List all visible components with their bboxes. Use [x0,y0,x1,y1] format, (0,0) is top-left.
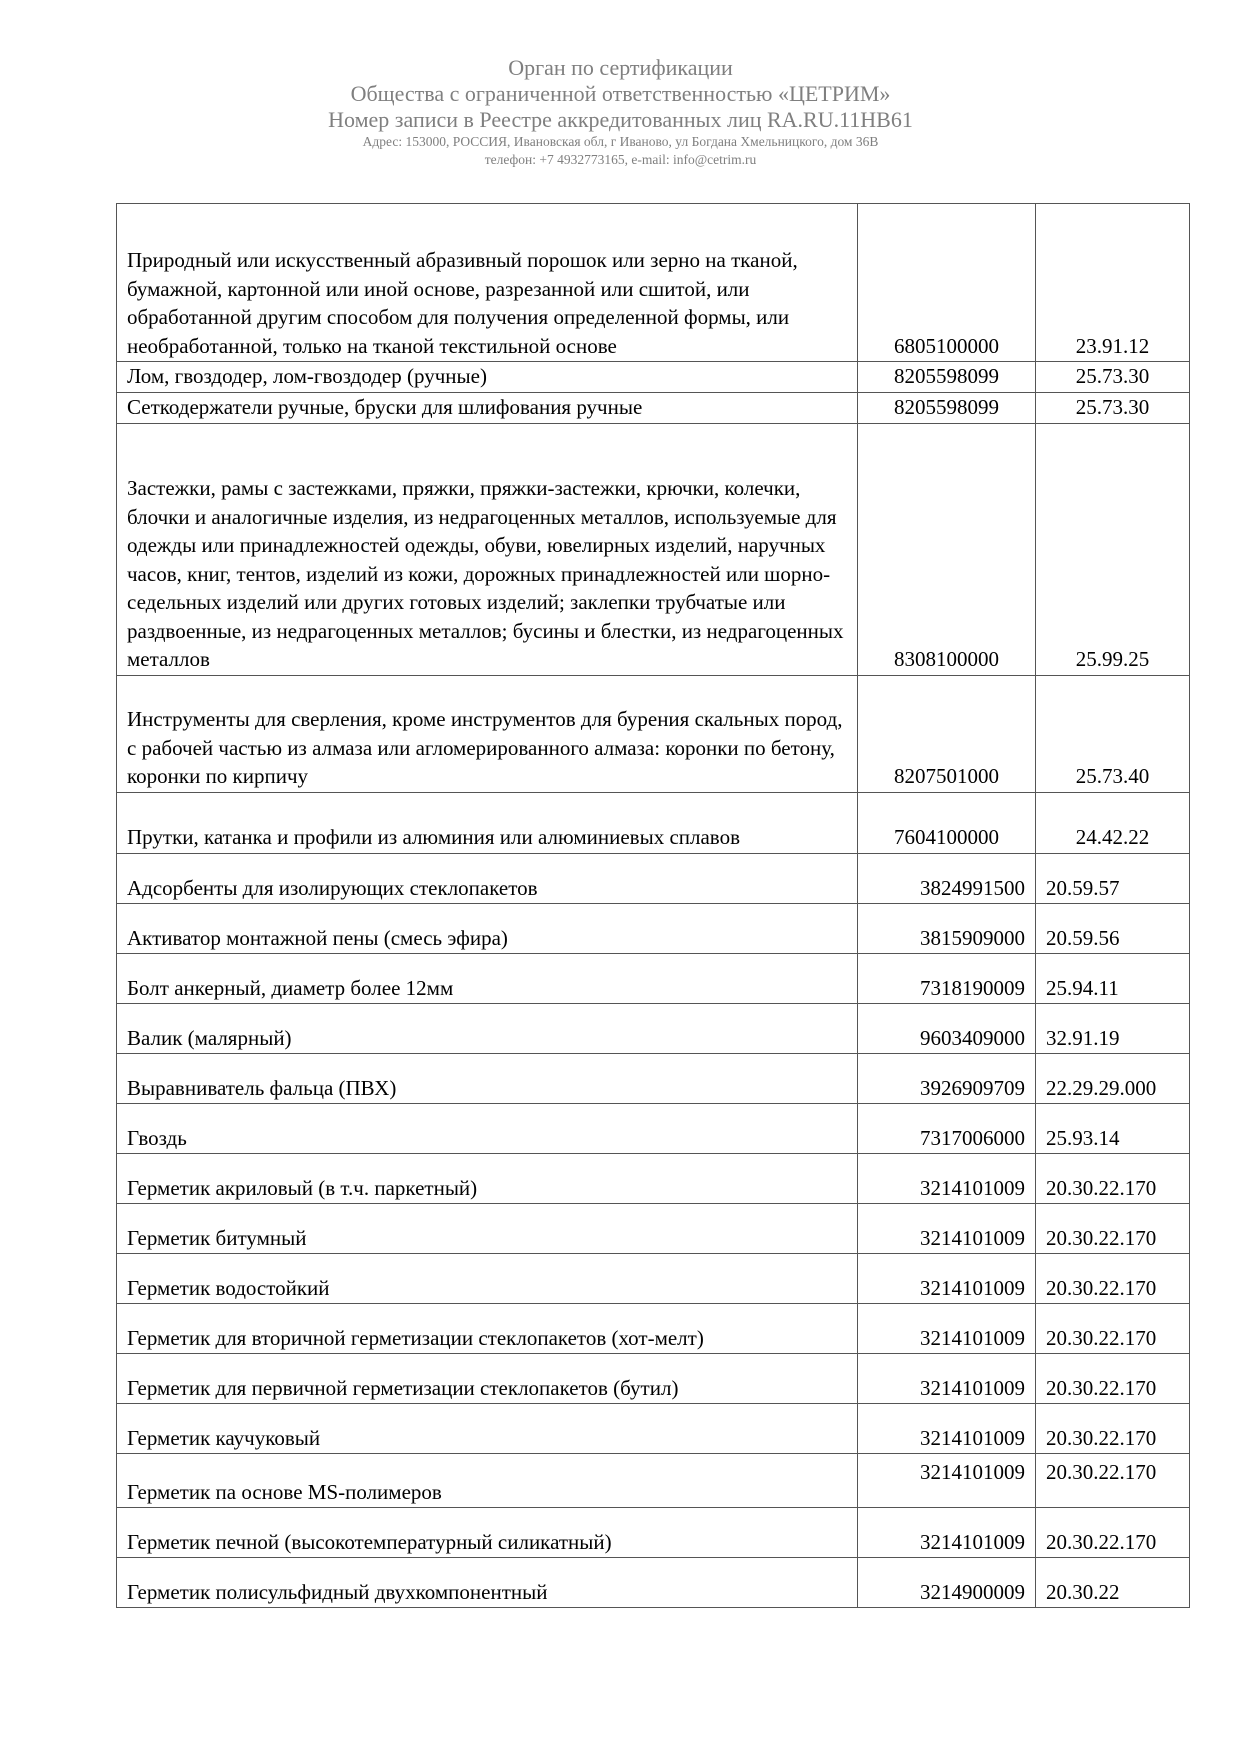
tnved-code-cell: 3214101009 [858,1453,1036,1507]
okpd-code-cell: 20.30.22 [1036,1557,1190,1607]
tnved-code-cell: 3214900009 [858,1557,1036,1607]
product-name-cell: Застежки, рамы с застежками, пряжки, пряжки-застежки, крючки, колечки, блочки и аналогичные изделия, из недрагоценных металлов, используемые для одежды или принадлежностей одежды, обуви, ювелирных изделий, наручных часов, книг, тентов, изделий из кожи, дорожных принадлежностей или шорно-седельных изделий или других готовых изделий; заклепки трубчатые или раздвоенные, из недрагоценных металлов; бусины и блестки, из недрагоценных металлов [117,423,858,675]
table-row [117,953,1190,1003]
table-row [117,392,1190,423]
okpd-code-cell: 32.91.19 [1036,1003,1190,1053]
tnved-code-cell: 9603409000 [858,1003,1036,1053]
okpd-code-cell: 25.99.25 [1036,423,1190,675]
tnved-code-cell: 7317006000 [858,1103,1036,1153]
tnved-code-cell: 3214101009 [858,1253,1036,1303]
tnved-code-cell: 3214101009 [858,1353,1036,1403]
table-row [117,1507,1190,1557]
okpd-code-cell: 20.30.22.170 [1036,1153,1190,1203]
tnved-code-cell: 7604100000 [858,792,1036,853]
product-name-cell: Герметик для первичной герметизации стеклопакетов (бутил) [117,1353,858,1403]
table-row [117,1153,1190,1203]
tnved-code-cell: 8205598099 [858,362,1036,393]
okpd-code-cell: 20.59.57 [1036,853,1190,903]
okpd-code-cell: 20.30.22.170 [1036,1303,1190,1353]
table-row [117,423,1190,675]
product-name-cell: Герметик акриловый (в т.ч. паркетный) [117,1153,858,1203]
table-row [117,1453,1190,1507]
product-name-cell: Валик (малярный) [117,1003,858,1053]
header-address: Адрес: 153000, РОССИЯ, Ивановская обл, г Иваново, ул Богдана Хмельницкого, дом 36В [362,134,879,149]
product-name-cell: Выравниватель фальца (ПВХ) [117,1053,858,1103]
tnved-code-cell: 3214101009 [858,1403,1036,1453]
tnved-code-cell: 3214101009 [858,1203,1036,1253]
okpd-code-cell: 20.30.22.170 [1036,1453,1190,1507]
product-name-cell: Герметик печной (высокотемпературный силикатный) [117,1507,858,1557]
tnved-code-cell: 8207501000 [858,675,1036,792]
product-name-cell: Адсорбенты для изолирующих стеклопакетов [117,853,858,903]
table-row [117,1103,1190,1153]
product-name-cell: Лом, гвоздодер, лом-гвоздодер (ручные) [117,362,858,393]
header-organ-title: Орган по сертификации [508,55,733,80]
table-row [117,204,1190,362]
okpd-code-cell: 23.91.12 [1036,204,1190,362]
table-row [117,1253,1190,1303]
okpd-code-cell: 20.30.22.170 [1036,1203,1190,1253]
tnved-code-cell: 6805100000 [858,204,1036,362]
okpd-code-cell: 25.93.14 [1036,1103,1190,1153]
product-name-cell: Герметик для вторичной герметизации стеклопакетов (хот-мелт) [117,1303,858,1353]
product-name-cell: Инструменты для сверления, кроме инструментов для бурения скальных пород, с рабочей частью из алмаза или агломерированного алмаза: коронки по бетону, коронки по кирпичу [117,675,858,792]
table-row [117,362,1190,393]
product-name-cell: Сеткодержатели ручные, бруски для шлифования ручные [117,392,858,423]
tnved-code-cell: 3214101009 [858,1507,1036,1557]
product-name-cell: Герметик каучуковый [117,1403,858,1453]
okpd-code-cell: 20.30.22.170 [1036,1403,1190,1453]
product-name-cell: Герметик битумный [117,1203,858,1253]
okpd-code-cell: 22.29.29.000 [1036,1053,1190,1103]
product-name-cell: Болт анкерный, диаметр более 12мм [117,953,858,1003]
okpd-code-cell: 20.30.22.170 [1036,1507,1190,1557]
product-name-cell: Активатор монтажной пены (смесь эфира) [117,903,858,953]
tnved-code-cell: 7318190009 [858,953,1036,1003]
table-row [117,675,1190,792]
okpd-code-cell: 20.59.56 [1036,903,1190,953]
table-row [117,903,1190,953]
okpd-code-cell: 25.73.30 [1036,362,1190,393]
tnved-code-cell: 3214101009 [858,1153,1036,1203]
table-row [117,853,1190,903]
product-codes-table [116,203,1190,1608]
header-registry-number: Номер записи в Реестре аккредитованных лиц RA.RU.11НВ61 [328,107,913,132]
okpd-code-cell: 25.73.40 [1036,675,1190,792]
table-row [117,792,1190,853]
tnved-code-cell: 3926909709 [858,1053,1036,1103]
product-name-cell: Гвоздь [117,1103,858,1153]
okpd-code-cell: 25.94.11 [1036,953,1190,1003]
product-name-cell: Прутки, катанка и профили из алюминия или алюминиевых сплавов [117,792,858,853]
tnved-code-cell: 3214101009 [858,1303,1036,1353]
table-row [117,1303,1190,1353]
product-name-cell: Герметик полисульфидный двухкомпонентный [117,1557,858,1607]
table-row [117,1003,1190,1053]
product-name-cell: Герметик па основе MS-полимеров [117,1453,858,1507]
header-contacts: телефон: +7 4932773165, e-mail: info@cetrim.ru [484,152,757,167]
okpd-code-cell: 20.30.22.170 [1036,1353,1190,1403]
header-company-name: Общества с ограниченной ответственностью «ЦЕТРИМ» [350,81,891,106]
table-row [117,1353,1190,1403]
okpd-code-cell: 24.42.22 [1036,792,1190,853]
okpd-code-cell: 20.30.22.170 [1036,1253,1190,1303]
product-name-cell: Природный или искусственный абразивный порошок или зерно на тканой, бумажной, картонной или иной основе, разрезанной или сшитой, или обработанной другим способом для получения определенной формы, или необработанной, только на тканой текстильной основе [117,204,858,362]
tnved-code-cell: 8205598099 [858,392,1036,423]
tnved-code-cell: 8308100000 [858,423,1036,675]
tnved-code-cell: 3815909000 [858,903,1036,953]
table-row [117,1557,1190,1607]
okpd-code-cell: 25.73.30 [1036,392,1190,423]
product-name-cell: Герметик водостойкий [117,1253,858,1303]
table-row [117,1203,1190,1253]
tnved-code-cell: 3824991500 [858,853,1036,903]
table-row [117,1403,1190,1453]
table-row [117,1053,1190,1103]
